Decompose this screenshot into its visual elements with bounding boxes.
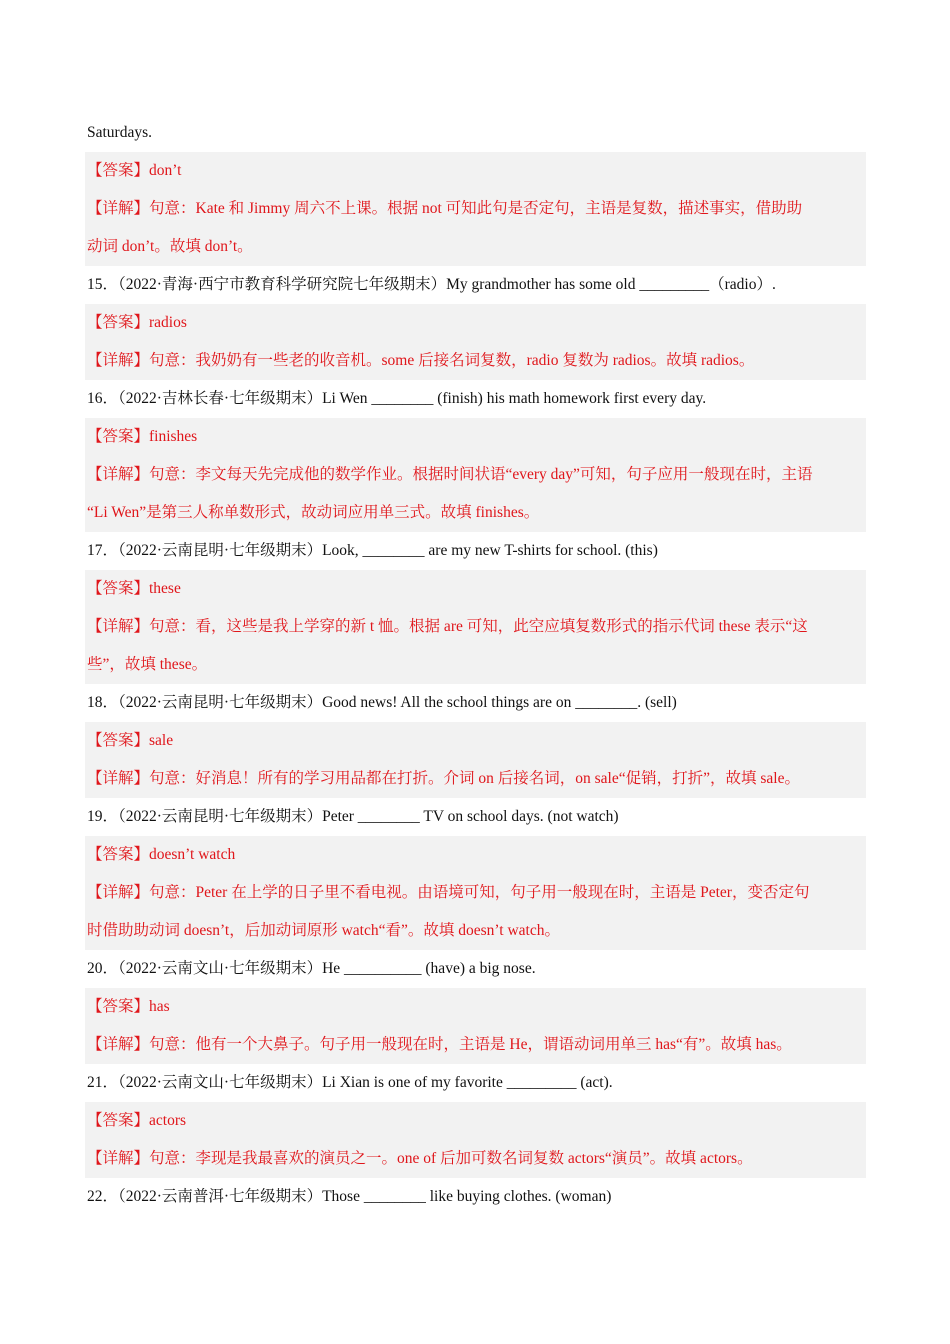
q18-solution-block (85, 722, 866, 798)
q19-detail-line-1: 【详解】句意：Peter 在上学的日子里不看电视。由语境可知，句子用一般现在时，主语是 Peter，变否定句 (87, 884, 810, 901)
q18-question: 18．（2022·云南昆明·七年级期末）Good news! All the school things are on ________. (sell) (87, 694, 677, 711)
q17-detail-line-1: 【详解】句意：看，这些是我上学穿的新 t 恤。根据 are 可知，此空应填复数形式的指示代词 these 表示“这 (87, 618, 808, 635)
q15-solution-block (85, 304, 866, 380)
q20-answer: 【答案】has (87, 998, 170, 1015)
q18-detail-line-1: 【详解】句意：好消息！所有的学习用品都在打折。介词 on 后接名词，on sale“促销，打折”，故填 sale。 (87, 770, 800, 787)
q15-question: 15．（2022·青海·西宁市教育科学研究院七年级期末）My grandmother has some old _________（radio）. (87, 276, 776, 293)
q14-answer: 【答案】don’t (87, 162, 182, 179)
q16-answer: 【答案】finishes (87, 428, 198, 445)
q16-detail-line-2: “Li Wen”是第三人称单数形式，故动词应用单三式。故填 finishes。 (87, 504, 540, 521)
q17-answer: 【答案】these (87, 580, 181, 597)
q17-solution-block (85, 570, 866, 684)
q19-answer: 【答案】doesn’t watch (87, 846, 236, 863)
q17-question: 17．（2022·云南昆明·七年级期末）Look, ________ are my new T-shirts for school. (this) (87, 542, 658, 559)
q21-detail-line-1: 【详解】句意：李现是我最喜欢的演员之一。one of 后加可数名词复数 actors“演员”。故填 actors。 (87, 1150, 753, 1167)
lead-line: Saturdays. (87, 124, 153, 141)
q21-question: 21．（2022·云南文山·七年级期末）Li Xian is one of my favorite _________ (act). (87, 1074, 613, 1091)
q21-answer: 【答案】actors (87, 1112, 187, 1129)
q15-detail-line-1: 【详解】句意：我奶奶有一些老的收音机。some 后接名词复数，radio 复数为 radios。故填 radios。 (87, 352, 755, 369)
q20-solution-block (85, 988, 866, 1064)
q22-question: 22．（2022·云南普洱·七年级期末）Those ________ like buying clothes. (woman) (87, 1188, 612, 1205)
q17-detail-line-2: 些”，故填 these。 (87, 656, 208, 673)
q19-question: 19．（2022·云南昆明·七年级期末）Peter ________ TV on school days. (not watch) (87, 808, 619, 825)
q18-answer: 【答案】sale (87, 732, 174, 749)
q16-detail-line-1: 【详解】句意：李文每天先完成他的数学作业。根据时间状语“every day”可知，句子应用一般现在时，主语 (87, 466, 813, 483)
q16-question: 16．（2022·吉林长春·七年级期末）Li Wen ________ (finish) his math homework first every day. (87, 390, 707, 407)
answer-document (85, 114, 866, 1216)
q21-solution-block (85, 1102, 866, 1178)
q14-detail-line-2: 动词 don’t。故填 don’t。 (87, 238, 253, 255)
q20-question: 20．（2022·云南文山·七年级期末）He __________ (have) a big nose. (87, 960, 536, 977)
q14-detail-line-1: 【详解】句意：Kate 和 Jimmy 周六不上课。根据 not 可知此句是否定句，主语是复数，描述事实，借助助 (87, 200, 803, 217)
q20-detail-line-1: 【详解】句意：他有一个大鼻子。句子用一般现在时，主语是 He，谓语动词用单三 has“有”。故填 has。 (87, 1036, 792, 1053)
q14-solution-block (85, 152, 866, 266)
q16-solution-block (85, 418, 866, 532)
q19-detail-line-2: 时借助助动词 doesn’t，后加动词原形 watch“看”。故填 doesn’t watch。 (87, 922, 560, 939)
q15-answer: 【答案】radios (87, 314, 187, 331)
q19-solution-block (85, 836, 866, 950)
